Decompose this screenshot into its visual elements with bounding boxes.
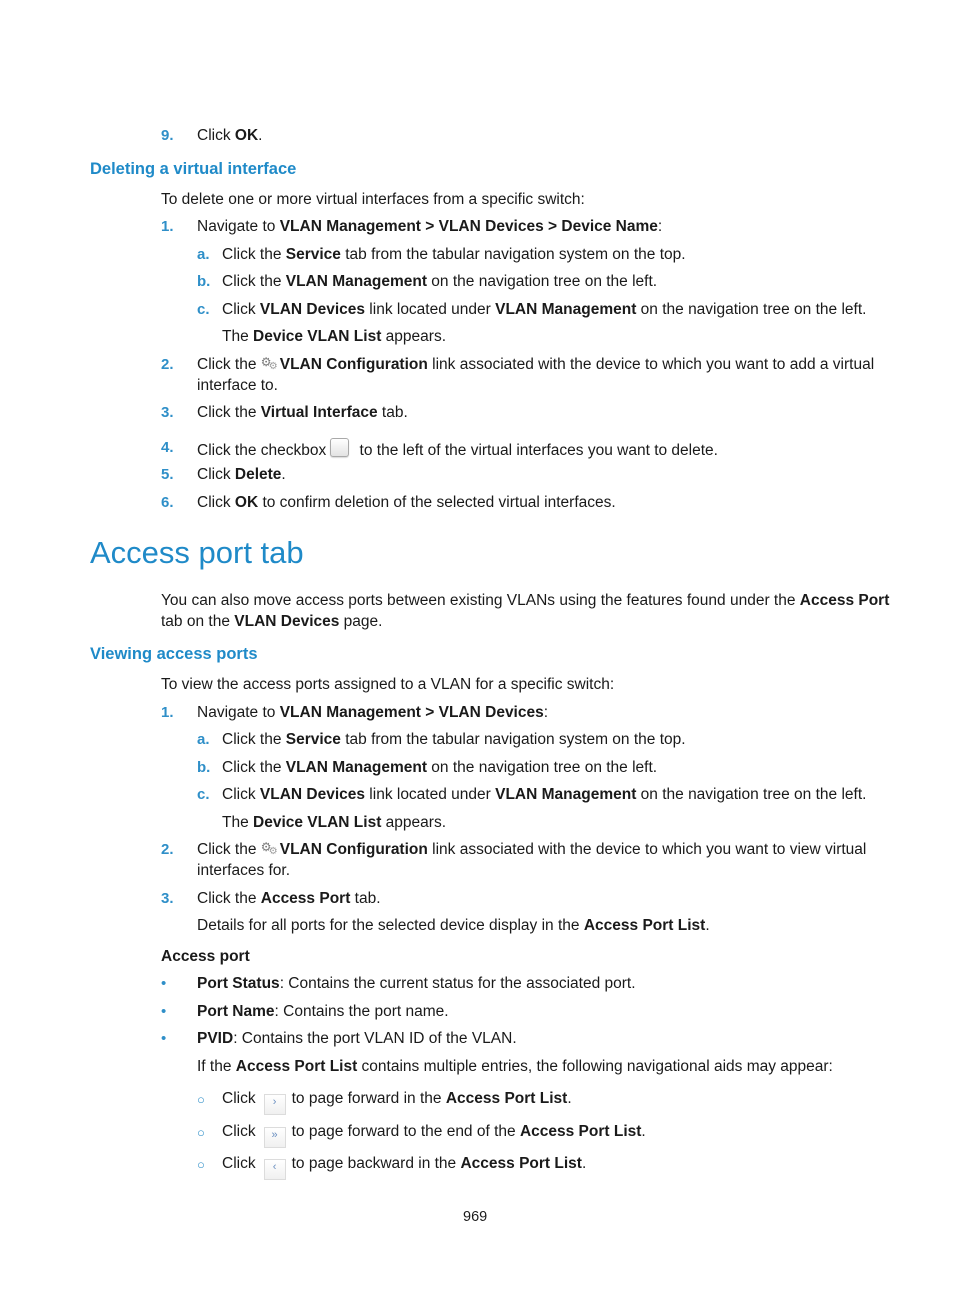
access-step-b: Click the VLAN Management on the navigation tree on the left. (222, 759, 658, 776)
checkbox-icon (330, 438, 349, 457)
delete-step-c-num: c. (197, 301, 210, 318)
heading-viewing-access-ports: Viewing access ports (90, 645, 258, 663)
nav-aids-intro: If the Access Port List contains multiple entries, the following navigational aids may appear: (197, 1058, 833, 1075)
vlan-configuration-gear-icon (261, 841, 279, 855)
delete-step-b: Click the VLAN Management on the navigation tree on the left. (222, 273, 658, 290)
delete-step-2-cont: interface to. (197, 377, 278, 394)
bullet-icon: • (161, 975, 167, 992)
circle-bullet-icon: ○ (197, 1157, 205, 1172)
delete-step-6: Click OK to confirm deletion of the selected virtual interfaces. (197, 494, 616, 511)
access-step-2-cont: interfaces for. (197, 862, 291, 879)
bullet-port-name: Port Name: Contains the port name. (197, 1003, 449, 1020)
delete-step-2-num: 2. (161, 356, 174, 373)
nav-item-page-forward: Click › to page forward in the Access Port List. (222, 1089, 572, 1115)
delete-intro: To delete one or more virtual interfaces from a specific switch: (161, 191, 585, 208)
delete-step-5: Click Delete. (197, 466, 286, 483)
delete-step-c-note: The Device VLAN List appears. (222, 328, 447, 345)
delete-step-1-num: 1. (161, 218, 174, 235)
access-step-3-note: Details for all ports for the selected device display in the Access Port List. (197, 917, 710, 934)
page-last-icon: » (264, 1127, 286, 1148)
delete-step-3: Click the Virtual Interface tab. (197, 404, 408, 421)
access-step-1: Navigate to VLAN Management > VLAN Devices: (197, 704, 549, 721)
page-forward-icon: › (264, 1094, 286, 1115)
delete-step-6-num: 6. (161, 494, 174, 511)
page-number: 969 (463, 1209, 488, 1225)
circle-bullet-icon: ○ (197, 1125, 205, 1140)
access-step-b-num: b. (197, 759, 211, 776)
delete-step-2: Click the ⚙ ⚙VLAN Configuration link associated with the device to which you want to add a virtual (197, 355, 874, 375)
circle-bullet-icon: ○ (197, 1092, 205, 1107)
bullet-icon: • (161, 1003, 167, 1020)
access-step-c-note: The Device VLAN List appears. (222, 814, 447, 831)
page-backward-icon: ‹ (264, 1159, 286, 1180)
access-step-a: Click the Service tab from the tabular navigation system on the top. (222, 731, 686, 748)
subheading-access-port: Access port (161, 948, 250, 965)
delete-step-1: Navigate to VLAN Management > VLAN Devices > Device Name: (197, 218, 663, 235)
step-9: 9. (161, 127, 174, 144)
vlan-configuration-gear-icon (261, 356, 279, 370)
delete-step-b-num: b. (197, 273, 211, 290)
delete-step-5-num: 5. (161, 466, 174, 483)
access-step-c: Click VLAN Devices link located under VLAN Management on the navigation tree on the left. (222, 786, 867, 803)
delete-step-4: Click the checkbox to the left of the virtual interfaces you want to delete. (197, 438, 718, 461)
bullet-pvid: PVID: Contains the port VLAN ID of the VLAN. (197, 1030, 517, 1047)
nav-item-page-backward: Click ‹ to page backward in the Access Port List. (222, 1154, 586, 1180)
access-step-3: Click the Access Port tab. (197, 890, 381, 907)
access-step-2: Click the ⚙ ⚙VLAN Configuration link associated with the device to which you want to view virtual (197, 840, 866, 860)
bullet-port-status: Port Status: Contains the current status for the associated port. (197, 975, 636, 992)
page-title-access-port-tab: Access port tab (90, 535, 304, 570)
heading-deleting-virtual-interface: Deleting a virtual interface (90, 160, 297, 178)
delete-step-3-num: 3. (161, 404, 174, 421)
access-step-c-num: c. (197, 786, 210, 803)
access-intro-line1: You can also move access ports between existing VLANs using the features found under the Access Port (161, 592, 890, 609)
access-step-1-num: 1. (161, 704, 174, 721)
delete-step-4-num: 4. (161, 439, 174, 456)
delete-step-a-num: a. (197, 246, 210, 263)
delete-step-a: Click the Service tab from the tabular navigation system on the top. (222, 246, 686, 263)
access-step-3-num: 3. (161, 890, 174, 907)
step-9-text: Click OK. (197, 127, 263, 144)
access-intro-line2: tab on the VLAN Devices page. (161, 613, 383, 630)
access-step-a-num: a. (197, 731, 210, 748)
delete-step-c: Click VLAN Devices link located under VLAN Management on the navigation tree on the left. (222, 301, 867, 318)
access-step-2-num: 2. (161, 841, 174, 858)
access-lead: To view the access ports assigned to a VLAN for a specific switch: (161, 676, 615, 693)
nav-item-page-end: Click » to page forward to the end of the Access Port List. (222, 1122, 646, 1148)
bullet-icon: • (161, 1030, 167, 1047)
